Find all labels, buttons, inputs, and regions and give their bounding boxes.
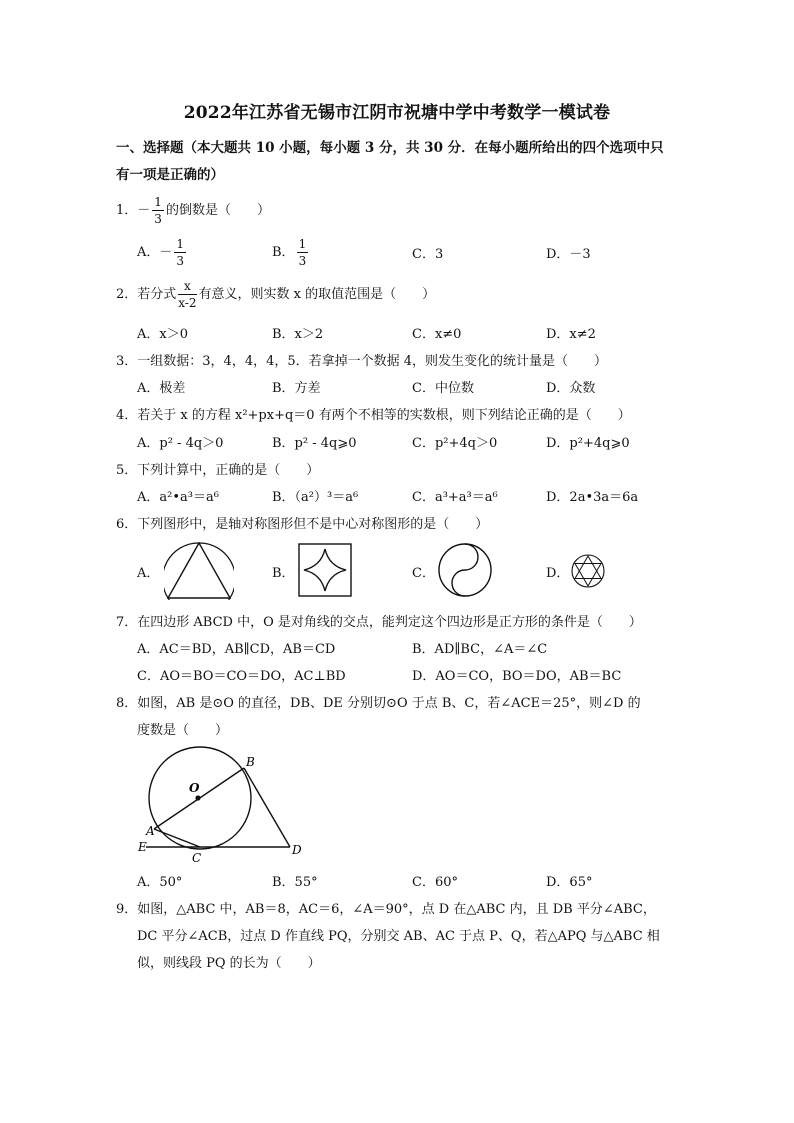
question-6: 6．下列图形中，是轴对称图形但不是中心对称图形的是（ ） bbox=[116, 517, 489, 532]
square-star-figure bbox=[298, 543, 352, 597]
q6-option-d: D． bbox=[546, 566, 570, 581]
q7-option-d: D．AO＝CO，BO＝DO，AB＝BC bbox=[412, 669, 622, 684]
q2-post: 有意义，则实数 x 的取值范围是（ ） bbox=[198, 287, 436, 302]
label-C: C bbox=[192, 851, 202, 865]
q4-option-b: B．p² - 4q⩾0 bbox=[272, 436, 357, 451]
q1-option-b-label: B． bbox=[272, 245, 295, 260]
question-9-line1: 9．如图，△ABC 中，AB＝8，AC＝6，∠A＝90°，点 D 在△ABC 内，且 DB 平分∠ABC， bbox=[116, 902, 656, 917]
q1-fraction-numerator: 1 bbox=[154, 195, 162, 209]
q3-option-d: D．众数 bbox=[546, 381, 596, 396]
q5-option-a: A．a²•a³＝a⁶ bbox=[137, 490, 219, 505]
q1-option-a-numerator: 1 bbox=[176, 237, 185, 251]
page-title: 2022年江苏省无锡市江阴市祝塘中学中考数学一模试卷 bbox=[183, 103, 611, 123]
label-A: A bbox=[146, 824, 155, 838]
label-B: B bbox=[246, 755, 255, 769]
question-8-line1: 8．如图，AB 是⊙O 的直径，DB、DE 分别切⊙O 于点 B、C，若∠ACE＝25°，则∠D 的 bbox=[116, 696, 641, 711]
question-5: 5．下列计算中，正确的是（ ） bbox=[116, 463, 320, 478]
q3-option-b: B．方差 bbox=[272, 381, 321, 396]
q2-option-a: A．x＞0 bbox=[137, 327, 188, 342]
section-header-line2: 有一项是正确的） bbox=[116, 167, 224, 183]
q8-option-a: A．50° bbox=[137, 875, 183, 890]
triangle-arcs-figure bbox=[164, 540, 234, 600]
q8-option-d: D．65° bbox=[546, 875, 593, 890]
q1-fraction-denominator: 3 bbox=[154, 212, 162, 226]
yin-yang-figure bbox=[437, 542, 493, 598]
q1-option-b bbox=[272, 238, 310, 267]
q7-option-a: A．AC＝BD，AB∥CD，AB＝CD bbox=[137, 642, 336, 657]
q2-pre: 2．若分式 bbox=[116, 287, 177, 302]
q2-option-d: D．x≠2 bbox=[546, 327, 596, 342]
hexagram-circle-figure bbox=[570, 553, 606, 589]
q8-option-b: B．55° bbox=[272, 875, 318, 890]
q6-option-c: C． bbox=[412, 566, 435, 581]
q5-option-d: D．2a•3a＝6a bbox=[546, 490, 639, 505]
question-8-line2: 度数是（ ） bbox=[137, 723, 229, 738]
q1-number: 1． bbox=[116, 203, 138, 218]
section-header-line1: 一、选择题（本大题共 10 小题，每小题 3 分，共 30 分．在每小题所给出的四个选项中只 bbox=[116, 140, 664, 156]
q3-option-a: A．极差 bbox=[137, 381, 186, 396]
q2-option-b: B．x＞2 bbox=[272, 327, 324, 342]
question-9-line2: DC 平分∠ACB，过点 D 作直线 PQ，分别交 AB、AC 于点 P、Q，若△APQ 与△ABC 相 bbox=[137, 929, 660, 944]
circle-tangent-figure bbox=[132, 740, 322, 868]
q8-option-c: C．60° bbox=[412, 875, 458, 890]
q1-fraction bbox=[152, 196, 164, 225]
question-7: 7．在四边形 ABCD 中，O 是对角线的交点，能判定这个四边形是正方形的条件是（ ） bbox=[116, 615, 642, 630]
q6-option-a: A． bbox=[137, 566, 160, 581]
q2-fraction-denominator: x-2 bbox=[178, 296, 197, 310]
question-9-line3: 似，则线段 PQ 的长为（ ） bbox=[137, 956, 321, 971]
q5-option-c: C．a³+a³＝a⁶ bbox=[412, 490, 498, 505]
q1-option-a bbox=[137, 238, 188, 267]
label-O: O bbox=[189, 781, 200, 795]
label-D: D bbox=[292, 843, 302, 857]
q3-option-c: C．中位数 bbox=[412, 381, 474, 396]
q7-option-c: C．AO＝BO＝CO＝DO，AC⊥BD bbox=[137, 669, 346, 684]
q4-option-d: D．p²+4q⩾0 bbox=[546, 436, 630, 451]
q4-option-c: C．p²+4q＞0 bbox=[412, 436, 498, 451]
q1-stem: 的倒数是（ ） bbox=[165, 203, 270, 218]
q2-fraction bbox=[178, 280, 196, 309]
question-2 bbox=[116, 280, 435, 309]
question-3: 3．一组数据：3，4，4，4，5．若拿掉一个数据 4，则发生变化的统计量是（ ） bbox=[116, 354, 608, 369]
q6-option-b: B． bbox=[272, 566, 295, 581]
q4-option-a: A．p² - 4q＞0 bbox=[137, 436, 224, 451]
q7-option-b: B．AD∥BC，∠A＝∠C bbox=[412, 642, 548, 657]
q1-sign: － bbox=[137, 203, 151, 218]
q1-option-c: C．3 bbox=[412, 247, 444, 262]
q1-option-b-numerator: 1 bbox=[298, 237, 307, 251]
q1-option-a-label: A．－ bbox=[137, 245, 173, 260]
q2-option-c: C．x≠0 bbox=[412, 327, 462, 342]
q2-fraction-numerator: x bbox=[178, 280, 196, 295]
q1-option-b-denominator: 3 bbox=[298, 254, 307, 268]
q1-option-a-denominator: 3 bbox=[176, 254, 185, 268]
question-1 bbox=[116, 196, 270, 225]
question-4: 4．若关于 x 的方程 x²+px+q＝0 有两个不相等的实数根，则下列结论正确的是（ ） bbox=[116, 408, 631, 423]
q5-option-b: B．（a²）³＝a⁶ bbox=[272, 490, 359, 505]
label-E: E bbox=[138, 840, 147, 854]
q1-option-d: D．－3 bbox=[546, 247, 591, 262]
